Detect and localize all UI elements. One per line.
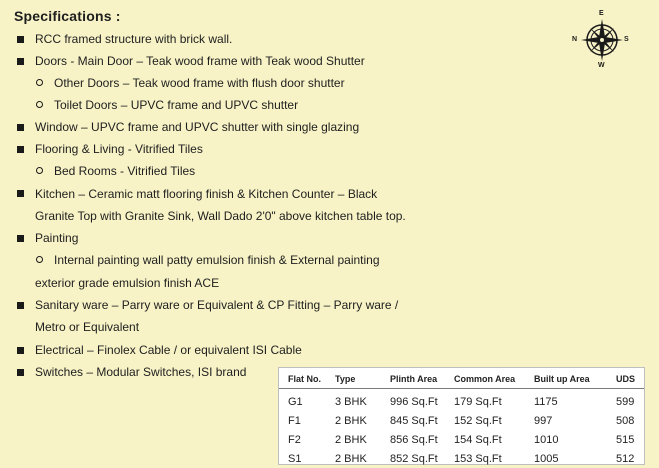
spec-line: Metro or Equivalent (35, 320, 140, 334)
spec-line: exterior grade emulsion finish ACE (35, 276, 220, 290)
table-cell: 2 BHK (335, 433, 367, 446)
spec-line: Window – UPVC frame and UPVC shutter with single glazing (35, 120, 360, 134)
table-cell: F1 (288, 414, 301, 427)
table-cell: G1 (288, 395, 303, 408)
table-cell: 3 BHK (335, 395, 367, 408)
spec-line: RCC framed structure with brick wall. (35, 32, 233, 46)
table-cell: 508 (616, 414, 635, 427)
square-bullet-icon (17, 235, 24, 242)
table-cell: 599 (616, 395, 635, 408)
table-cell: 997 (534, 414, 553, 427)
spec-line: Sanitary ware – Parry ware or Equivalent & CP Fitting – Parry ware / (35, 298, 399, 312)
spec-line: Flooring & Living - Vitrified Tiles (35, 142, 203, 156)
compass-s-label: W (598, 62, 605, 69)
square-bullet-icon (17, 146, 24, 153)
circle-bullet-icon (36, 79, 43, 86)
circle-bullet-icon (36, 101, 43, 108)
spec-line: Painting (35, 231, 79, 245)
square-bullet-icon (17, 58, 24, 65)
table-cell: 154 Sq.Ft (454, 433, 502, 446)
table-cell: S1 (288, 452, 302, 465)
circle-bullet-icon (36, 256, 43, 263)
table-header-row (279, 368, 644, 389)
square-bullet-icon (17, 369, 24, 376)
table-cell: 996 Sq.Ft (390, 395, 438, 408)
table-cell: F2 (288, 433, 301, 446)
table-cell: 1010 (534, 433, 559, 446)
compass-n-label: E (599, 10, 604, 17)
col-header: Plinth Area (390, 368, 454, 389)
square-bullet-icon (17, 124, 24, 131)
col-header: UDS (616, 368, 644, 389)
circle-bullet-icon (36, 167, 43, 174)
spec-line: Bed Rooms - Vitrified Tiles (54, 164, 196, 178)
compass-w-label: N (572, 36, 578, 43)
col-header: Common Area (454, 368, 534, 389)
table-cell: 179 Sq.Ft (454, 395, 502, 408)
compass-e-label: S (624, 36, 629, 43)
table-cell: 152 Sq.Ft (454, 414, 502, 427)
table-cell: 153 Sq.Ft (454, 452, 502, 465)
table-cell: 512 (616, 452, 635, 465)
spec-line: Internal painting wall patty emulsion finish & External painting (54, 253, 380, 267)
spec-line: Toilet Doors – UPVC frame and UPVC shutter (54, 98, 299, 112)
area-table (278, 367, 645, 465)
col-header: Flat No. (279, 368, 335, 389)
table-cell: 1005 (534, 452, 559, 465)
spec-line: Switches – Modular Switches, ISI brand (35, 365, 247, 379)
spec-line: Granite Top with Granite Sink, Wall Dado 2'0" above kitchen table top. (35, 209, 406, 223)
table-row (279, 430, 644, 449)
square-bullet-icon (17, 36, 24, 43)
table-cell: 852 Sq.Ft (390, 452, 438, 465)
col-header: Type (335, 368, 390, 389)
col-header: Built up Area (534, 368, 616, 389)
table-cell: 515 (616, 433, 635, 446)
table-cell: 1175 (534, 395, 558, 408)
spec-line: Other Doors – Teak wood frame with flush door shutter (54, 76, 345, 90)
table-row (279, 449, 644, 468)
table-row (279, 411, 644, 430)
square-bullet-icon (17, 302, 24, 309)
compass-rose-icon (572, 10, 632, 70)
table-row (279, 389, 644, 412)
table-cell: 2 BHK (335, 414, 367, 427)
square-bullet-icon (17, 190, 24, 197)
spec-line: Doors - Main Door – Teak wood frame with Teak wood Shutter (35, 54, 365, 68)
compass-star-icon (572, 10, 632, 70)
spec-line: Electrical – Finolex Cable / or equivalent ISI Cable (35, 343, 302, 357)
spec-line: Kitchen – Ceramic matt flooring finish & Kitchen Counter – Black (35, 187, 378, 201)
table-cell: 845 Sq.Ft (390, 414, 438, 427)
table-cell: 2 BHK (335, 452, 367, 465)
specifications-heading: Specifications : (14, 8, 121, 24)
table-cell: 856 Sq.Ft (390, 433, 438, 446)
square-bullet-icon (17, 347, 24, 354)
